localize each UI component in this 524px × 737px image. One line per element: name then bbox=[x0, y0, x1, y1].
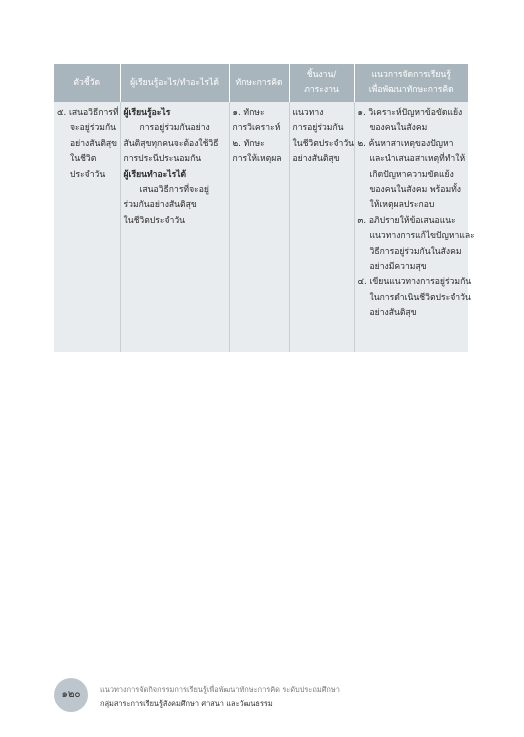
learning-plan-table bbox=[54, 64, 475, 352]
indicator-line: อย่างสันติสุข bbox=[70, 138, 118, 149]
header-workpiece bbox=[289, 64, 354, 102]
skill-line: การวิเคราะห์ bbox=[232, 123, 281, 134]
header-approach-line1: แนวการจัดการเรียนรู้ bbox=[371, 70, 451, 80]
approach-line: และนำเสนอสาเหตุที่ทำให้ bbox=[369, 154, 466, 165]
approach-line: แนวทางการแก้ไขปัญหาและ bbox=[369, 231, 475, 242]
approach-line: เกิดปัญหาความขัดแย้ง bbox=[369, 169, 454, 180]
table-header-row bbox=[54, 64, 468, 102]
approach-line: ของคนในสังคม bbox=[369, 123, 428, 134]
doing-line: เสนอวิธีการที่จะอยู่ bbox=[139, 185, 209, 196]
doing-line: ในชีวิตประจำวัน bbox=[123, 215, 186, 226]
learning-heading: ผู้เรียนรู้อะไร bbox=[123, 108, 171, 118]
header-workpiece-line2: ภาระงาน bbox=[304, 85, 339, 95]
page-number-badge: ๑๒๐ bbox=[54, 678, 88, 712]
workpiece-line: ในชีวิตประจำวัน bbox=[292, 138, 355, 149]
footer-book-title: แนวทางการจัดกิจกรรมการเรียนรู้เพื่อพัฒนาทักษะการคิด ระดับประถมศึกษา bbox=[100, 685, 340, 694]
approach-line: ๓. อภิปรายให้ข้อเสนอแนะ bbox=[357, 215, 456, 226]
approach-line: วิธีการอยู่ร่วมกันในสังคม bbox=[369, 246, 462, 257]
workpiece-line: อย่างสันติสุข bbox=[292, 154, 340, 165]
header-approach-line2: เพื่อพัฒนาทักษะการคิด bbox=[368, 85, 454, 95]
table-row bbox=[54, 102, 468, 352]
header-approach bbox=[354, 64, 468, 102]
doing-heading: ผู้เรียนทำอะไรได้ bbox=[123, 169, 187, 180]
indicator-line: จะอยู่ร่วมกัน bbox=[70, 123, 117, 134]
footer-subject-group: กลุ่มสาระการเรียนรู้สังคมศึกษา ศาสนา และวัฒนธรรม bbox=[100, 699, 273, 708]
approach-line: ๒. ค้นหาสาเหตุของปัญหา bbox=[357, 138, 454, 149]
indicator-line: ๕. เสนอวิธีการที่ bbox=[57, 108, 119, 118]
approach-line: อย่างสันติสุข bbox=[369, 308, 417, 319]
header-thinking-skill: ทักษะการคิด bbox=[229, 64, 289, 102]
indicator-line: ในชีวิต bbox=[70, 154, 97, 165]
header-workpiece-line1: ชิ้นงาน/ bbox=[306, 70, 337, 80]
cell-thinking-skill bbox=[229, 102, 289, 352]
learning-line: สันติสุขทุกคนจะต้องใช้วิธี bbox=[123, 138, 219, 149]
approach-line: ในการดำเนินชีวิตประจำวัน bbox=[369, 292, 471, 303]
skill-line: ๒. ทักษะ bbox=[232, 138, 265, 149]
learning-line: การประนีประนอมกัน bbox=[123, 154, 202, 165]
indicator-line: ประจำวัน bbox=[70, 169, 106, 180]
cell-learning bbox=[120, 102, 229, 352]
approach-line: ของคนในสังคม พร้อมทั้ง bbox=[369, 185, 461, 196]
cell-indicator bbox=[54, 102, 120, 352]
header-indicator: ตัวชี้วัด bbox=[54, 64, 120, 102]
workpiece-line: การอยู่ร่วมกัน bbox=[292, 123, 344, 134]
cell-approach bbox=[354, 102, 475, 352]
page-footer bbox=[54, 678, 354, 718]
skill-line: การให้เหตุผล bbox=[232, 154, 282, 165]
learning-line: การอยู่ร่วมกันอย่าง bbox=[139, 123, 210, 134]
skill-line: ๑. ทักษะ bbox=[232, 108, 265, 118]
learning-plan-table-wrapper bbox=[54, 64, 475, 352]
cell-workpiece bbox=[289, 102, 354, 352]
approach-line: ๔. เขียนแนวทางการอยู่ร่วมกัน bbox=[357, 277, 472, 288]
workpiece-line: แนวทาง bbox=[292, 108, 324, 118]
approach-line: ๑. วิเคราะห์ปัญหาข้อขัดแย้ง bbox=[357, 108, 463, 118]
header-learning: ผู้เรียนรู้อะไร/ทำอะไรได้ bbox=[120, 64, 229, 102]
approach-line: อย่างมีความสุข bbox=[369, 262, 427, 273]
doing-line: ร่วมกันอย่างสันติสุข bbox=[123, 200, 197, 211]
approach-line: ให้เหตุผลประกอบ bbox=[369, 200, 435, 211]
